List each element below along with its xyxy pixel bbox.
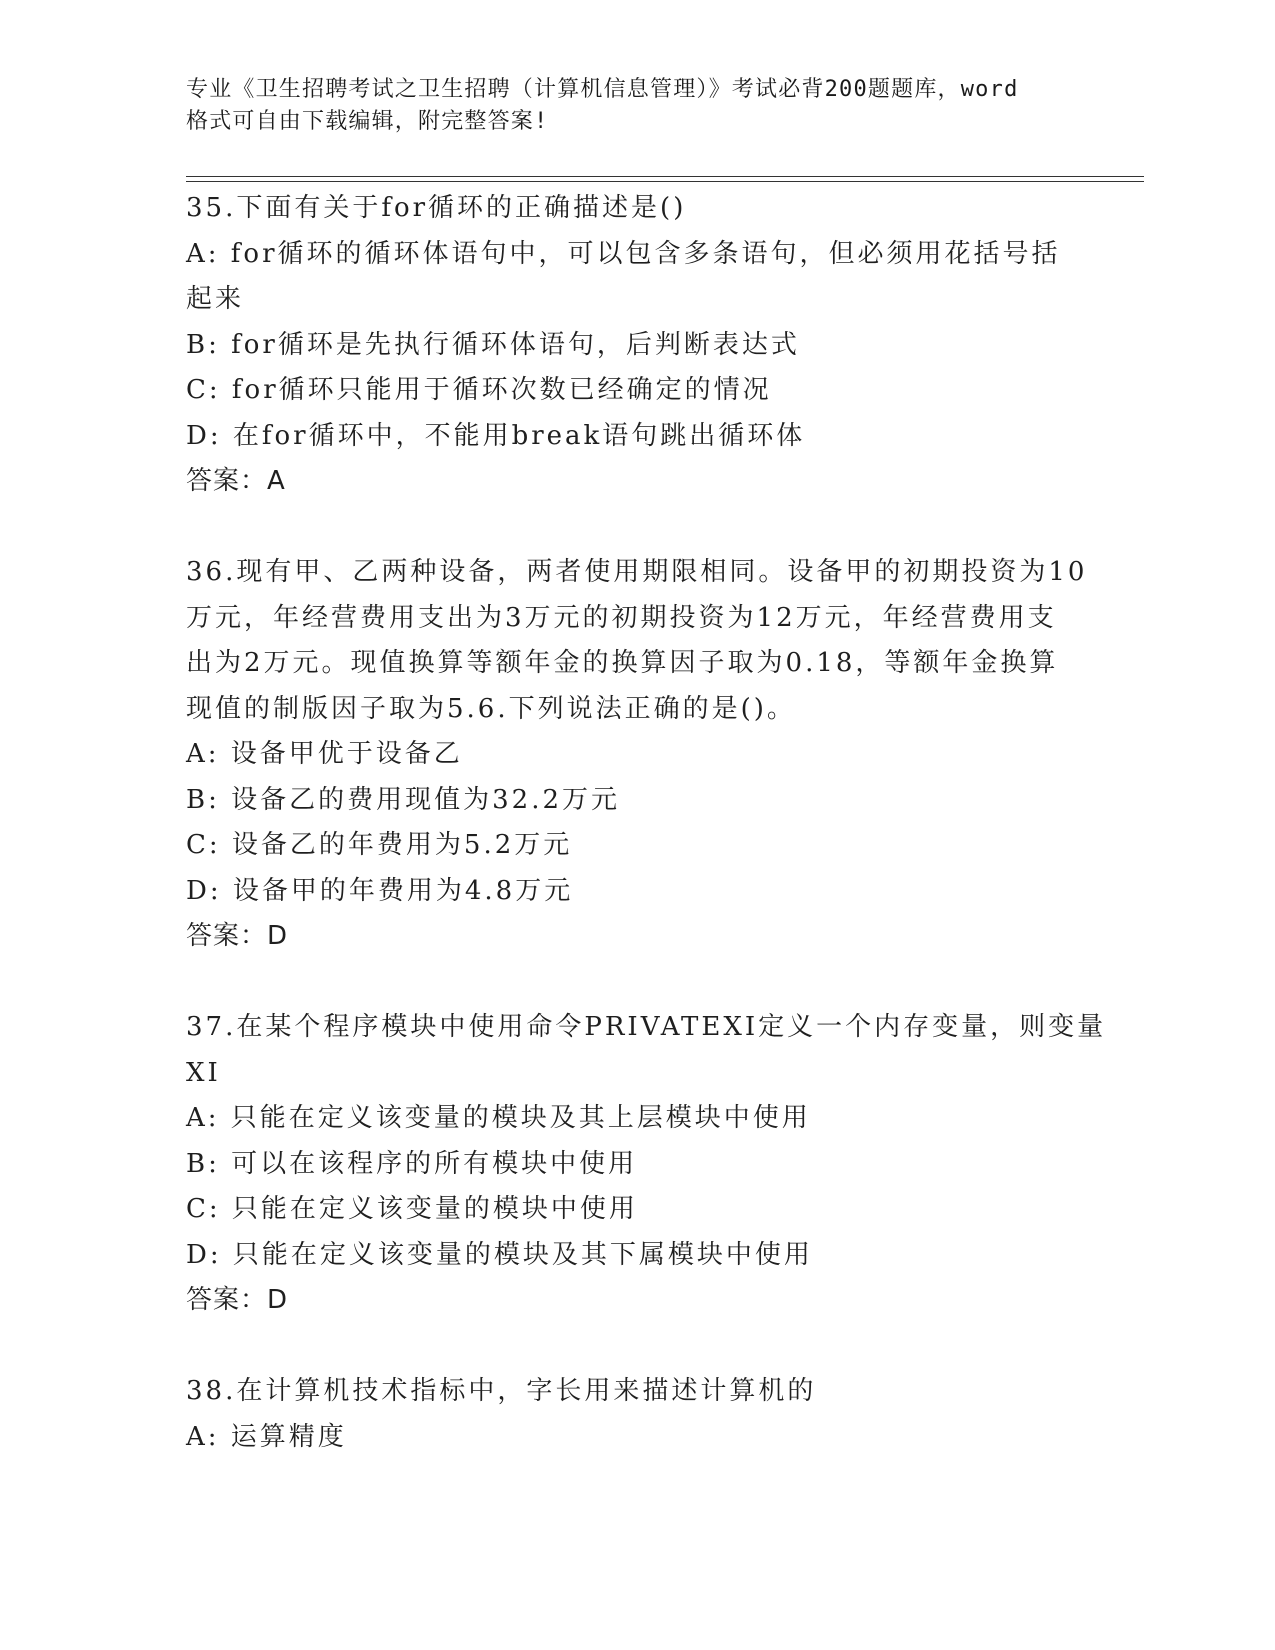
option-a-line: A: 设备甲优于设备乙 xyxy=(186,739,463,769)
answer-label: 答案：D xyxy=(186,1285,289,1315)
question-stem-line: 36.现有甲、乙两种设备，两者使用期限相同。设备甲的初期投资为10 xyxy=(186,557,1088,587)
answer-label: 答案：A xyxy=(186,466,286,496)
option-b-line: B: 设备乙的费用现值为32.2万元 xyxy=(186,784,621,815)
option-c-line: C: 设备乙的年费用为5.2万元 xyxy=(186,830,573,860)
option-d-line: D: 只能在定义该变量的模块及其下属模块中使用 xyxy=(186,1239,813,1270)
option-a-line: 起来 xyxy=(186,284,245,314)
question-37 xyxy=(186,1005,1107,1324)
document-header xyxy=(186,74,1086,138)
header-divider-top xyxy=(186,176,1144,177)
answer-label: 答案：D xyxy=(186,921,289,951)
option-b-line: B: for循环是先执行循环体语句，后判断表达式 xyxy=(186,329,800,360)
question-stem-line: XI xyxy=(186,1057,221,1088)
header-divider-bottom xyxy=(186,181,1144,182)
option-d-line: D: 设备甲的年费用为4.8万元 xyxy=(186,875,574,906)
header-line-1: 专业《卫生招聘考试之卫生招聘（计算机信息管理）》考试必背200题题库，word xyxy=(186,77,1019,102)
option-a-line: A: 只能在定义该变量的模块及其上层模块中使用 xyxy=(186,1103,811,1133)
question-list xyxy=(186,186,1107,1506)
option-d-line: D: 在for循环中，不能用break语句跳出循环体 xyxy=(186,420,806,451)
question-38 xyxy=(186,1369,1086,1460)
question-36 xyxy=(186,550,1086,960)
option-a-line: A: 运算精度 xyxy=(186,1421,347,1452)
question-stem-line: 38.在计算机技术指标中，字长用来描述计算机的 xyxy=(186,1376,817,1406)
question-stem-line: 出为2万元。现值换算等额年金的换算因子取为0.18，等额年金换算 xyxy=(186,648,1059,678)
option-c-line: C: 只能在定义该变量的模块中使用 xyxy=(186,1194,638,1224)
question-35 xyxy=(186,186,1086,505)
question-stem-line: 现值的制版因子取为5.6.下列说法正确的是()。 xyxy=(186,693,796,724)
option-b-line: B: 可以在该程序的所有模块中使用 xyxy=(186,1148,638,1179)
header-line-2: 格式可自由下载编辑，附完整答案! xyxy=(186,109,549,134)
option-c-line: C: for循环只能用于循环次数已经确定的情况 xyxy=(186,375,772,405)
option-a-line: A: for循环的循环体语句中，可以包含多条语句，但必须用花括号括 xyxy=(186,238,1061,269)
question-stem-line: 万元，年经营费用支出为3万元的初期投资为12万元，年经营费用支 xyxy=(186,602,1057,633)
question-stem-line: 35.下面有关于for循环的正确描述是() xyxy=(186,193,687,223)
question-stem-line: 37.在某个程序模块中使用命令PRIVATEXI定义一个内存变量，则变量 xyxy=(186,1012,1107,1042)
